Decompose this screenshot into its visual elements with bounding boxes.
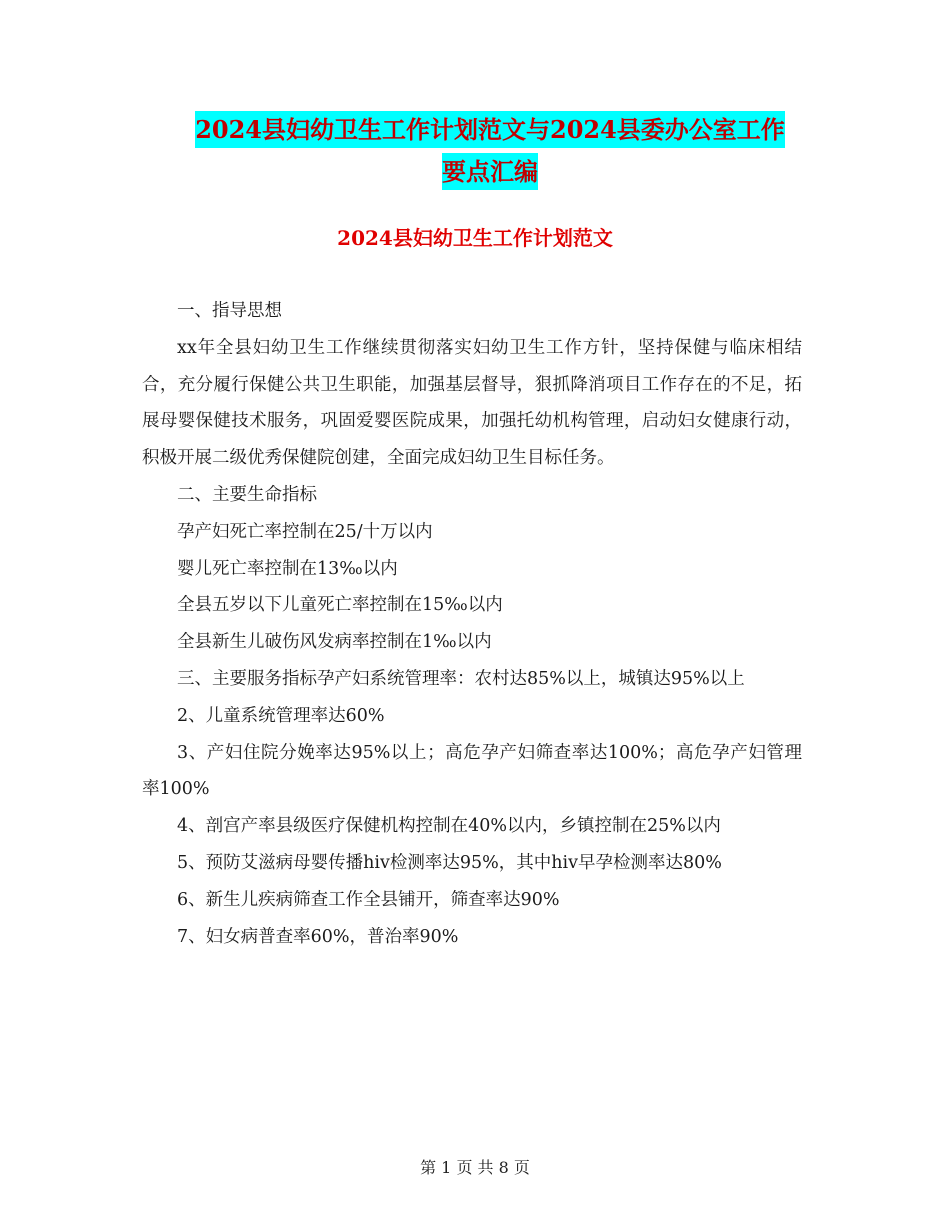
paragraph: 7、妇女病普查率60%，普治率90% xyxy=(177,926,459,947)
paragraph: 4、剖宫产率县级医疗保健机构控制在40%以内，乡镇控制在25%以内 xyxy=(177,816,721,837)
document-body xyxy=(142,293,802,955)
paragraph: 三、主要服务指标孕产妇系统管理率：农村达85%以上，城镇达95%以上 xyxy=(177,668,745,689)
page-footer: 第 1 页 共 8 页 xyxy=(420,1158,530,1177)
paragraph: 2、儿童系统管理率达60% xyxy=(177,705,385,726)
paragraph: 全县五岁以下儿童死亡率控制在15‰以内 xyxy=(177,595,503,616)
document-title-line-1 xyxy=(140,110,840,150)
section-title: 2024县妇幼卫生工作计划范文 xyxy=(337,226,613,250)
paragraph: 孕产妇死亡率控制在25/十万以内 xyxy=(177,521,433,542)
paragraph: xx年全县妇幼卫生工作继续贯彻落实妇幼卫生工作方针，坚持保健与临床相结合，充分履行保健公共卫生职能，加强基层督导，狠抓降消项目工作存在的不足，拓展母婴保健技术服务，巩固爱婴医院成果，加强托幼机构管理，启动妇女健康行动，积极开展二级优秀保健院创建，全面完成妇幼卫生目标任务。 xyxy=(142,337,802,469)
title-highlight: 要点汇编 xyxy=(442,153,538,190)
paragraph: 婴儿死亡率控制在13‰以内 xyxy=(177,558,398,579)
paragraph-heading: 一、指导思想 xyxy=(177,301,282,321)
paragraph: 6、新生儿疾病筛查工作全县铺开，筛查率达90% xyxy=(177,889,560,910)
paragraph: 5、预防艾滋病母婴传播hiv检测率达95%，其中hiv早孕检测率达80% xyxy=(177,852,722,873)
paragraph-heading: 二、主要生命指标 xyxy=(177,484,317,505)
title-highlight: 2024县妇幼卫生工作计划范文与2024县委办公室工作 xyxy=(195,111,785,148)
document-title-line-2 xyxy=(140,152,840,192)
paragraph: 全县新生儿破伤风发病率控制在1‰以内 xyxy=(177,632,492,653)
paragraph: 3、产妇住院分娩率达95%以上；高危孕产妇筛查率达100%；高危孕产妇管理率100% xyxy=(142,742,802,800)
document-title xyxy=(140,110,840,192)
